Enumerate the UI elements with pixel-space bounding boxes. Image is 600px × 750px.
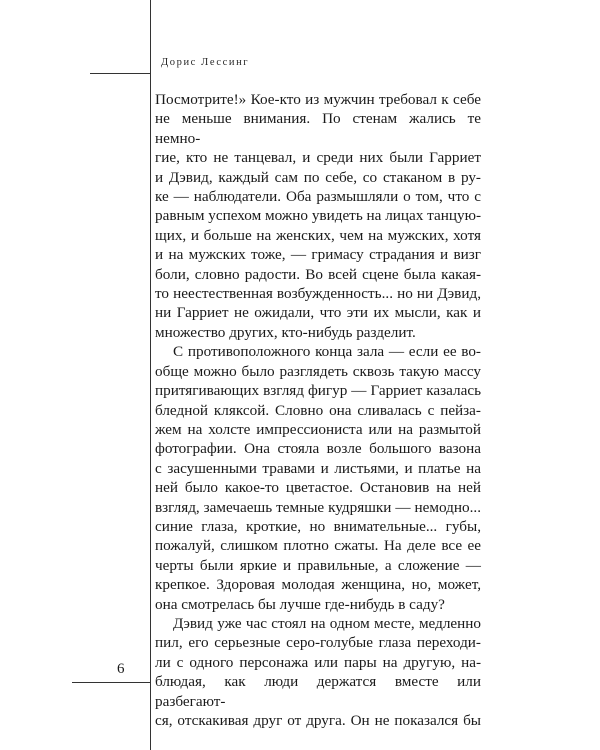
text-line: жем на холсте импрессиониста или на размытой (155, 420, 481, 438)
text-line: Дэвид уже час стоял на одном месте, медленно (173, 614, 481, 632)
running-head: Дорис Лессинг (161, 57, 250, 68)
text-line: она смотрелась бы лучше где-нибудь в саду? (155, 595, 445, 613)
text-line: обще можно было разглядеть сквозь такую массу (155, 362, 481, 380)
text-line: крепкое. Здоровая молодая женщина, но, может, (155, 576, 481, 594)
text-line: синие глаза, кроткие, но внимательные... губы, (155, 517, 481, 535)
text-line: Посмотрите!» Кое-кто из мужчин требовал к себе (155, 91, 481, 108)
text-line: не меньше внимания. По стенам жались те немно- (155, 110, 481, 147)
page-number: 6 (117, 661, 125, 677)
body-text (155, 90, 481, 730)
text-line: боли, словно радости. Во всей сцене была какая- (155, 265, 481, 283)
text-line: ли с одного персонажа или пары на другую, на- (155, 653, 481, 671)
text-line: взгляд, замечаешь темные кудряшки — немодно... (155, 498, 481, 516)
text-line: фотографии. Она стояла возле большого вазона (155, 440, 481, 458)
text-line: то неестественная возбужденность... но ни Дэвид, (155, 285, 481, 303)
text-line: равным успехом можно увидеть на лицах танцую- (155, 207, 481, 225)
text-line: и Дэвид, каждый сам по себе, со стаканом в ру- (155, 168, 481, 186)
text-line: с засушенными травами и листьями, и платье на (155, 459, 481, 477)
text-line: ся, отскакивая друг от друга. Он не показался бы (155, 712, 481, 729)
text-line: ней было какое-то цветастое. Остановив на ней (155, 479, 481, 497)
text-line: щих, и больше на женских, чем на мужских, хотя (155, 226, 481, 244)
footer-rule (72, 682, 150, 683)
text-line: пожалуй, слишком плотно сжаты. На деле все ее (155, 537, 481, 555)
text-line: ке — наблюдатели. Оба размышляли о том, что с (155, 188, 481, 206)
text-line: С противоположного конца зала — если ее во- (173, 343, 481, 361)
text-line: черты были яркие и правильные, а сложение — (155, 556, 481, 574)
text-line: блюдая, как люди держатся вместе или разбегают- (155, 673, 481, 710)
text-line: бледной кляксой. Словно она сливалась с пейза- (155, 401, 481, 419)
page-header (90, 56, 490, 74)
vertical-margin-rule (150, 0, 151, 750)
text-line: притягивающих взгляд фигур — Гарриет казалась (155, 382, 481, 400)
text-line: гие, кто не танцевал, и среди них были Гарриет (155, 149, 481, 167)
text-line: ни Гарриет не ожидали, что эти их мысли, как и (155, 304, 481, 322)
text-line: и на мужских тоже, — гримасу страдания и визг (155, 246, 481, 264)
header-rule (90, 73, 150, 74)
text-line: пил, его серьезные серо-голубые глаза переходи- (155, 634, 481, 652)
text-line: множество других, кто-нибудь разделит. (155, 323, 416, 341)
